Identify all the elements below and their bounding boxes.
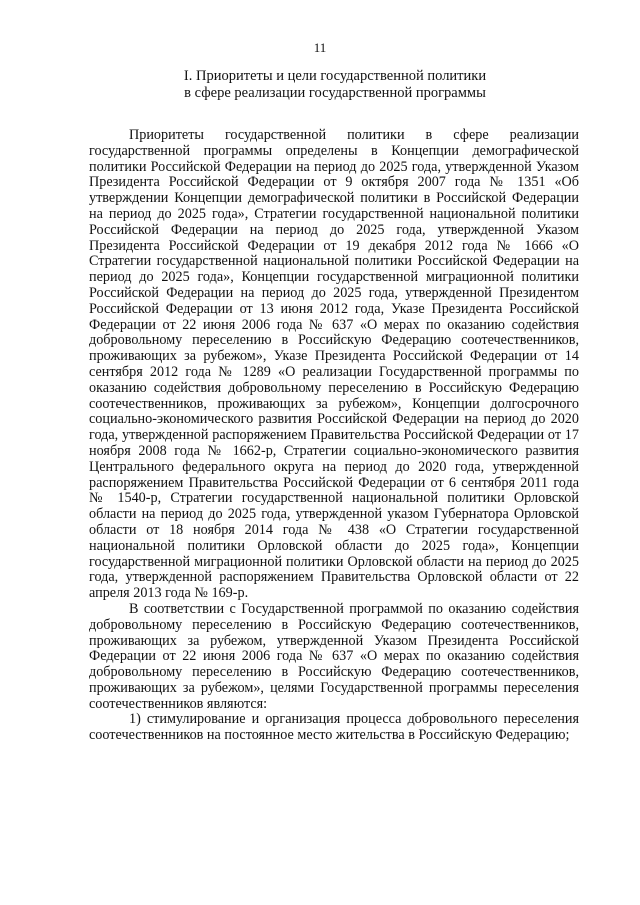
- section-heading-line-1: I. Приоритеты и цели государственной политики: [183, 68, 487, 84]
- section-heading: [90, 68, 580, 102]
- section-heading-line-2: в сфере реализации государственной программы: [184, 85, 486, 101]
- paragraph-goal-1: 1) стимулирование и организация процесса добровольного переселения соотечественников на постоянное место жительства в Российскую Федерацию;: [89, 711, 579, 744]
- paragraph-goals-intro: В соответствии с Государственной программой по оказанию содействия добровольному переселению в Российскую Федерацию соотечественников, проживающих за рубежом, утвержденной Указом Президента Российской Федерации от 22 июня 2006 года № 637 «О мерах по оказанию содействия добровольному переселению в Российскую Федерацию соотечественников, проживающих за рубежом», целями Государственной программы переселения соотечественников являются:: [89, 600, 579, 712]
- body-text: [89, 128, 579, 744]
- page-number: 11: [313, 40, 327, 55]
- paragraph-priorities: Приоритеты государственной политики в сфере реализации государственной программы определены в Концепции демографической политики Российской Федерации на период до 2025 года, утвержденной Указом Президента Российской Федерации от 9 октября 2007 года № 1351 «Об утверждении Концепции демографической политики в Российской Федерации на период до 2025 года», Стратегии государственной национальной политики Российской Федерации на период до 2025 года, утвержденной Указом Президента Российской Федерации от 19 декабря 2012 года № 1666 «О Стратегии государственной национальной политики Российской Федерации на период до 2025 года», Концепции государственной миграционной политики Российской Федерации на период до 2025 года, утвержденной Президентом Российской Федерации от 13 июня 2012 года, Указе Президента Российской Федерации от 22 июня 2006 года № 637 «О мерах по оказанию содействия добровольному переселению в Российскую Федерацию соотечественников, проживающих за рубежом», Указе Президента Российской Федерации от 14 сентября 2012 года № 1289 «О реализации Государственной программы по оказанию содействия добровольному переселению в Российскую Федерацию соотечественников, проживающих за рубежом», Концепции долгосрочного социально-экономического развития Российской Федерации на период до 2020 года, утвержденной распоряжением Правительства Российской Федерации от 17 ноября 2008 года № 1662-р, Стратегии социально-экономического развития Центрального федерального округа на период до 2020 года, утвержденной распоряжением Правительства Российской Федерации от 6 сентября 2011 года № 1540-р, Стратегии государственной национальной политики Орловской области на период до 2025 года, утвержденной указом Губернатора Орловской области от 18 ноября 2014 года № 438 «О Стратегии государственной национальной политики Орловской области до 2025 года», Концепции государственной миграционной политики Орловской области на период до 2025 года, утвержденной распоряжением Правительства Орловской области от 22 апреля 2013 года № 169-р.: [89, 127, 579, 602]
